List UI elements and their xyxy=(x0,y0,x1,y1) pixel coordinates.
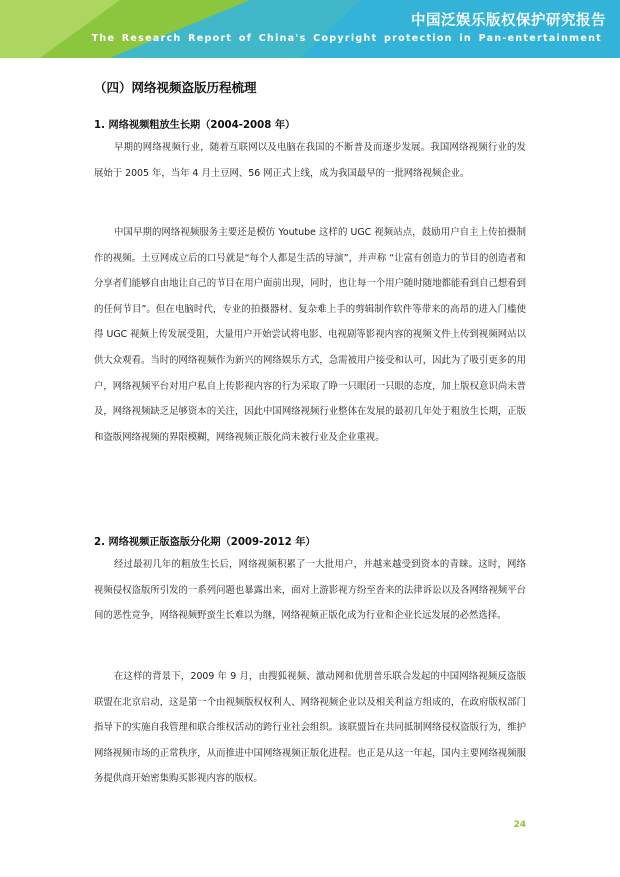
paragraph: 在这样的背景下，2009 年 9 月，由搜狐视频、激动网和优朋普乐联合发起的中国网络视频反盗版联盟在北京启动，这是第一个由视频版权权利人、网络视频企业以及相关利益方组成的，在政府版权部门指导下的实施自我管理和联合维权活动的跨行业社会组织。该联盟旨在共同抵制网络侵权盗版行为，维护网络视频市场的正常秩序，从而推进中国网络视频正版化进程。也正是从这一年起，国内主要网络视频服务提供商开始密集购买影视内容的版权。 xyxy=(94,671,526,785)
page-number: 24 xyxy=(513,820,526,830)
header-banner xyxy=(0,0,620,58)
section-heading: （四）网络视频盗版历程梳理 xyxy=(94,80,257,95)
paragraph: 早期的网络视频行业，随着互联网以及电脑在我国的不断普及而逐步发展。我国网络视频行业的发展始于 2005 年，当年 4 月土豆网、56 网正式上线，成为我国最早的一批网络视频企业。 xyxy=(94,142,526,179)
subsection-heading-2: 2. 网络视频正版盗版分化期（2009-2012 年） xyxy=(94,537,316,548)
report-subtitle: The Research Report of China's Copyright protection in Pan-entertainment xyxy=(91,33,602,44)
subsection-heading-1: 1. 网络视频粗放生长期（2004-2008 年） xyxy=(94,120,296,131)
paragraph: 中国早期的网络视频服务主要还是模仿 Youtube 这样的 UGC 视频站点，鼓励用户自主上传拍摄制作的视频。土豆网成立后的口号就是“每个人都是生活的导演”，并声称 “让富有创造力的节目的创造者和分享者们能够自由地让自己的节目在用户面前出现，同时，也让每一个用户随时随地都能看到自己想看到的任何节目”。但在电脑时代，专业的拍摄器材、复杂难上手的剪辑制作软件等带来的高昂的进入门槛使得 UGC 视频上传发展受阻，大量用户开始尝试将电影、电视剧等影视内容的视频文件上传到视频网站以供大众观看。当时的网络视频作为新兴的网络娱乐方式，急需被用户接受和认可，因此为了吸引更多的用户，网络视频平台对用户私自上传影视内容的行为采取了睁一只眼闭一只眼的态度，加上版权意识尚未普及，网络视频缺乏足够资本的关注，因此中国网络视频行业整体在发展的最初几年处于粗放生长期，正版和盗版网络视频的界限模糊，网络视频正版化尚未被行业及企业重视。 xyxy=(94,227,526,443)
report-title: 中国泛娱乐版权保护研究报告 xyxy=(411,13,606,29)
paragraph: 经过最初几年的粗放生长后，网络视频积累了一大批用户，并越来越受到资本的青睐。这时，网络视频侵权盗版所引发的一系列问题也暴露出来，面对上游影视方纷至沓来的法律诉讼以及各网络视频平台间的恶性竞争，网络视频野蛮生长难以为继，网络视频正版化成为行业和企业长远发展的必然选择。 xyxy=(94,559,526,622)
